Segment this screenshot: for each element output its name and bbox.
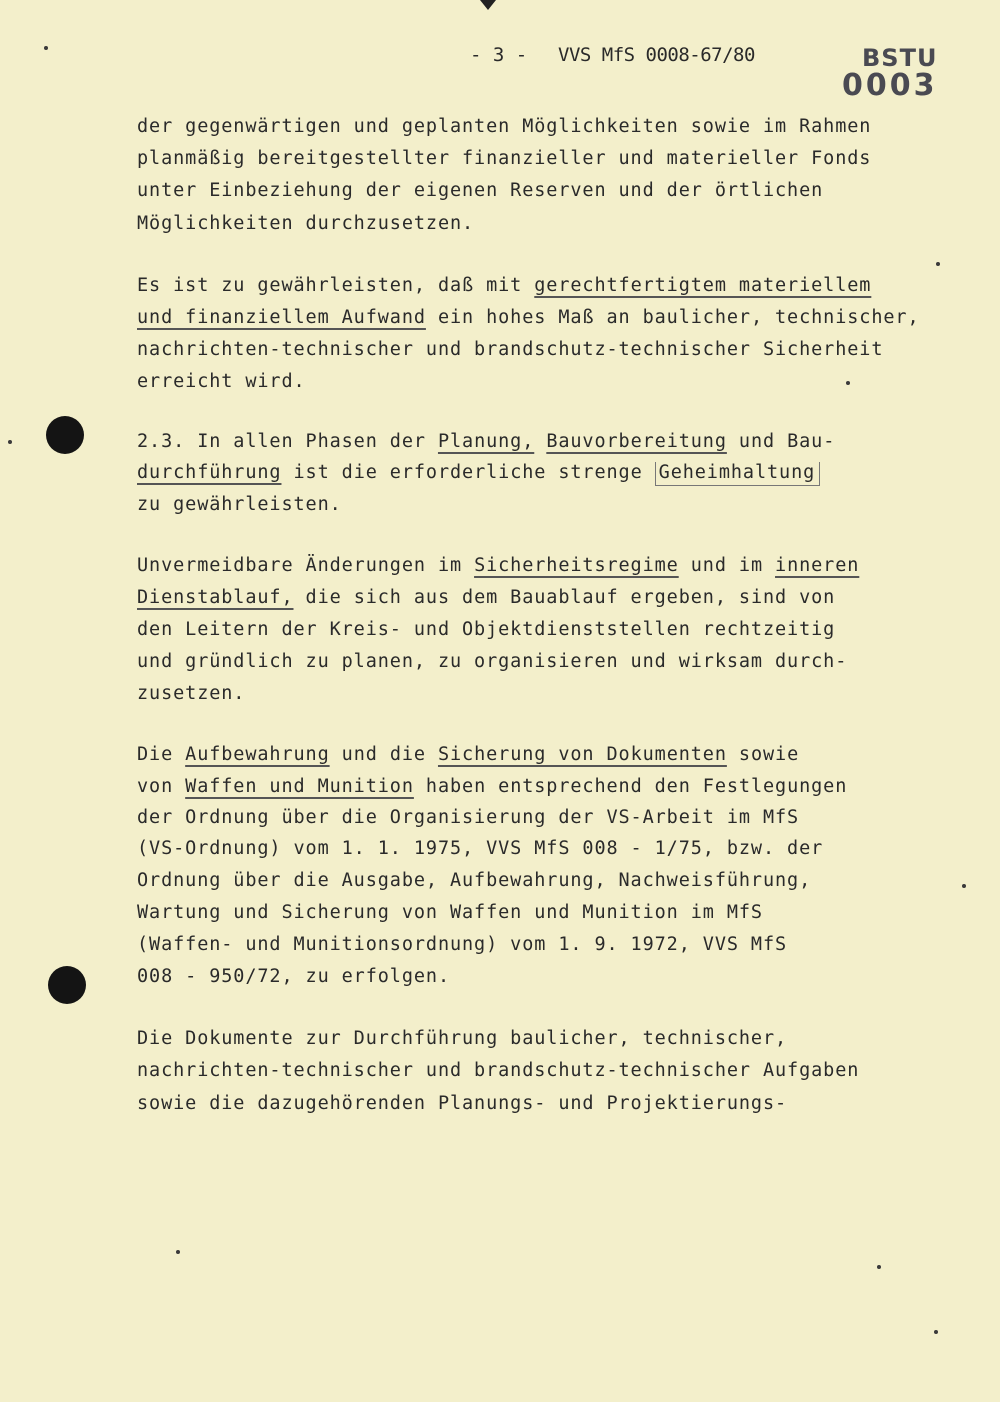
p4-line-5: zusetzen.	[137, 683, 246, 704]
staple-mark	[480, 0, 496, 10]
underlined-phrase: Aufbewahrung	[185, 744, 330, 765]
text-run: Es ist zu gewährleisten, daß mit	[137, 275, 535, 296]
paper-speck	[877, 1265, 881, 1269]
p3-line-2	[137, 462, 820, 484]
text-run: haben entsprechend den Festlegungen	[413, 776, 848, 797]
paper-speck	[962, 884, 966, 888]
punch-hole-top	[46, 416, 84, 454]
paper-speck	[934, 1330, 938, 1334]
text-run: ein hohes Maß an baulicher, technischer,	[425, 307, 920, 328]
p4-line-2	[137, 587, 835, 609]
text-run: die sich aus dem Bauablauf ergeben, sind von	[293, 587, 836, 608]
p4-line-1	[137, 555, 859, 577]
p2-line-4: erreicht wird.	[137, 371, 306, 392]
underlined-phrase: Dienstablauf,	[137, 587, 294, 608]
p5-line-2	[137, 776, 847, 798]
p1-line-1: der gegenwärtigen und geplanten Möglichkeiten sowie im Rahmen	[137, 116, 872, 137]
underlined-phrase: Bauvorbereitung	[546, 431, 727, 452]
p5-line-1	[137, 744, 799, 766]
underlined-phrase: Planung,	[437, 431, 535, 452]
p6-line-3: sowie die dazugehörenden Planungs- und Projektierungs-	[137, 1093, 788, 1114]
p5-line-6: Wartung und Sicherung von Waffen und Munition im MfS	[137, 902, 763, 923]
p5-line-3: der Ordnung über die Organisierung der VS-Arbeit im MfS	[137, 807, 800, 828]
underlined-phrase: Waffen und Munition	[185, 776, 414, 797]
boxed-phrase: Geheimhaltung	[655, 462, 821, 486]
p4-line-4: und gründlich zu planen, zu organisieren und wirksam durch-	[137, 651, 848, 672]
text-run: sowie	[726, 744, 800, 765]
text-run: und Bau-	[726, 431, 836, 452]
p1-line-3: unter Einbeziehung der eigenen Reserven und der örtlichen	[137, 180, 824, 201]
paper-speck	[846, 381, 850, 385]
underlined-phrase: inneren	[775, 555, 860, 576]
text-run: 2.3. In allen Phasen der	[137, 431, 438, 452]
underlined-phrase: und finanziellem Aufwand	[137, 307, 426, 328]
p6-line-2: nachrichten-technischer und brandschutz-technischer Aufgaben	[137, 1060, 860, 1081]
p2-line-2	[137, 307, 919, 329]
punch-hole-bottom	[48, 966, 86, 1004]
underlined-phrase: durchführung	[137, 462, 282, 483]
page-header	[470, 44, 755, 66]
paper-speck	[44, 46, 48, 50]
p6-line-1: Die Dokumente zur Durchführung baulicher, technischer,	[137, 1028, 788, 1049]
p4-line-3: den Leitern der Kreis- und Objektdienststellen rechtzeitig	[137, 619, 836, 640]
text-run: Die	[137, 744, 186, 765]
p3-line-1	[137, 431, 835, 453]
archive-stamp-label: BSTU	[862, 44, 938, 72]
p2-line-3: nachrichten-technischer und brandschutz-technischer Sicherheit	[137, 339, 884, 360]
page-number: - 3 -	[470, 44, 528, 66]
text-run: und die	[329, 744, 438, 765]
paper-speck	[176, 1250, 180, 1254]
p5-line-8: 008 - 950/72, zu erfolgen.	[137, 966, 450, 987]
archive-stamp-number: 0003	[842, 68, 938, 103]
p1-line-4: Möglichkeiten durchzusetzen.	[137, 213, 475, 234]
underlined-phrase: Sicherung von Dokumenten	[437, 744, 727, 765]
paper-speck	[936, 262, 940, 266]
text-run: und im	[678, 555, 776, 576]
document-reference: VVS MfS 0008-67/80	[558, 44, 755, 66]
text-run	[534, 431, 546, 452]
text-run: Unvermeidbare Änderungen im	[137, 555, 475, 576]
p5-line-5: Ordnung über die Ausgabe, Aufbewahrung, Nachweisführung,	[137, 870, 812, 891]
p3-line-3: zu gewährleisten.	[137, 494, 342, 515]
paper-speck	[8, 440, 12, 444]
underlined-phrase: Sicherheitsregime	[474, 555, 679, 576]
text-run: ist die erforderliche strenge	[281, 462, 655, 483]
p2-line-1	[137, 275, 871, 297]
p5-line-4: (VS-Ordnung) vom 1. 1. 1975, VVS MfS 008 - 1/75, bzw. der	[137, 838, 824, 859]
p5-line-7: (Waffen- und Munitionsordnung) vom 1. 9. 1972, VVS MfS	[137, 934, 788, 955]
text-run: von	[137, 776, 186, 797]
p1-line-2: planmäßig bereitgestellter finanzieller und materieller Fonds	[137, 148, 872, 169]
underlined-phrase: gerechtfertigtem materiellem	[534, 275, 872, 296]
